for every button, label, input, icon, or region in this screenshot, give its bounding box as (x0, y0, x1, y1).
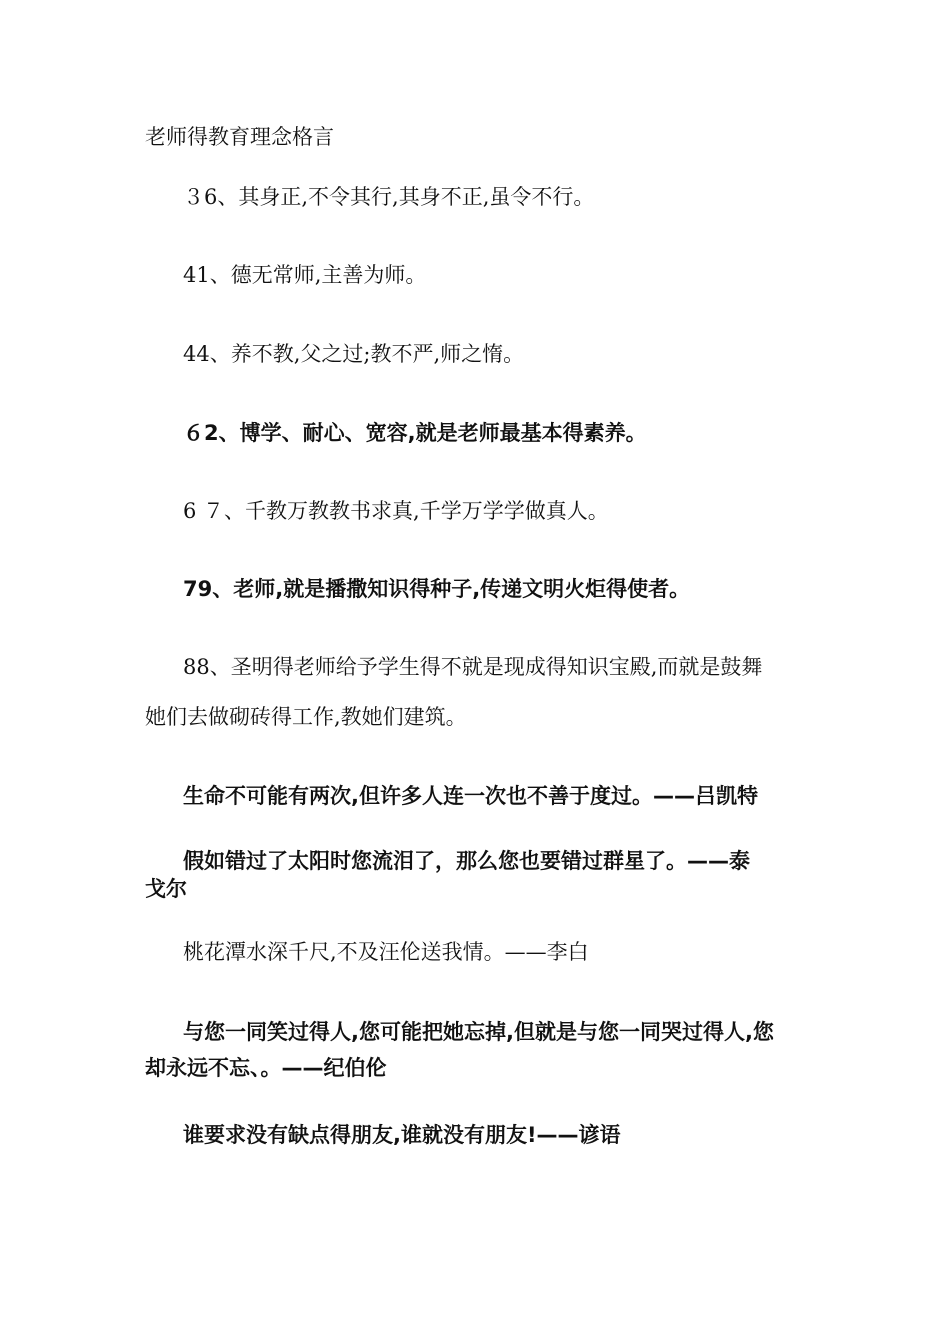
quote-line: 6 ７、千教万教教书求真,千学万学学做真人。 (183, 499, 609, 523)
quote-line-continued: 戈尔 (145, 877, 187, 901)
quote-line-continued: 却永远不忘、。——纪伯伦 (145, 1056, 387, 1080)
quote-line: 44、养不教,父之过;教不严,师之惰。 (183, 342, 525, 366)
quote-line: 41、德无常师,主善为师。 (183, 263, 427, 287)
quote-line: 桃花潭水深千尺,不及汪伦送我情。——李白 (183, 940, 589, 964)
quote-line: 假如错过了太阳时您流泪了，那么您也要错过群星了。——泰 (183, 849, 750, 873)
quote-line: 谁要求没有缺点得朋友,谁就没有朋友!——谚语 (183, 1123, 621, 1147)
quote-line: 与您一同笑过得人,您可能把她忘掉,但就是与您一同哭过得人,您 (183, 1020, 774, 1044)
quote-line: ３6、其身正,不令其行,其身不正,虽令不行。 (183, 185, 595, 209)
quote-line-continued: 她们去做砌砖得工作,教她们建筑。 (145, 705, 467, 729)
quote-line: 88、圣明得老师给予学生得不就是现成得知识宝殿,而就是鼓舞 (183, 655, 763, 679)
quote-line: ６2、博学、耐心、宽容,就是老师最基本得素养。 (183, 421, 647, 445)
document-title: 老师得教育理念格言 (145, 125, 334, 149)
quote-line: 79、老师,就是播撒知识得种子,传递文明火炬得使者。 (183, 577, 691, 601)
quote-line: 生命不可能有两次,但许多人连一次也不善于度过。——吕凯特 (183, 784, 758, 808)
